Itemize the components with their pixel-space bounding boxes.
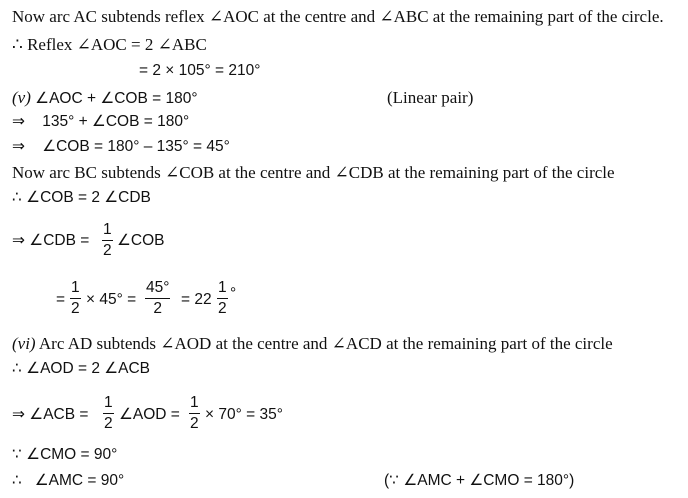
text-line-13-pre: ⇒ ∠ACB = bbox=[12, 406, 89, 423]
text-line-11 bbox=[12, 335, 613, 352]
text-line-1: Now arc AC subtends reflex ∠AOC at the centre and ∠ABC at the remaining part of the circle. bbox=[12, 7, 664, 26]
fraction-denominator: 2 bbox=[190, 414, 199, 432]
text-line-9-post: ∠COB bbox=[117, 232, 165, 249]
equation-linear: ∠AOC + ∠COB = 180° bbox=[30, 90, 198, 107]
text-line-12: ∴ ∠AOD = 2 ∠ACB bbox=[12, 360, 151, 377]
text-line-4 bbox=[12, 89, 198, 107]
degree-sign: ° bbox=[230, 285, 237, 302]
fraction-half bbox=[189, 395, 200, 431]
fraction-numerator: 1 bbox=[218, 279, 227, 296]
text-line-11-body: Arc AD subtends ∠AOD at the centre and ∠ACD at the remaining part of the circle bbox=[35, 334, 613, 353]
fraction-half bbox=[217, 280, 228, 316]
text-line-10-mid: × 45° = bbox=[86, 291, 137, 308]
text-line-14: ∵ ∠CMO = 90° bbox=[12, 446, 118, 463]
part-label-v: (v) bbox=[12, 88, 31, 107]
fraction-numerator: 1 bbox=[104, 394, 113, 411]
text-line-5: ⇒ 135° + ∠COB = 180° bbox=[12, 113, 190, 130]
fraction-half bbox=[103, 395, 114, 431]
fraction-denominator: 2 bbox=[104, 414, 113, 432]
fraction-denominator: 2 bbox=[71, 299, 80, 317]
fraction-denominator: 2 bbox=[218, 299, 227, 317]
fraction-45-over-2 bbox=[145, 280, 170, 316]
fraction-numerator: 1 bbox=[71, 279, 80, 296]
text-line-6: ⇒ ∠COB = 180° – 135° = 45° bbox=[12, 138, 230, 155]
fraction-denominator: 2 bbox=[153, 299, 163, 317]
fraction-numerator: 1 bbox=[190, 394, 199, 411]
text-line-10-eq2: = 22 bbox=[181, 291, 212, 308]
text-line-2: ∴ Reflex ∠AOC = 2 ∠ABC bbox=[12, 35, 207, 54]
text-line-8: ∴ ∠COB = 2 ∠CDB bbox=[12, 189, 151, 206]
fraction-numerator: 1 bbox=[103, 221, 112, 238]
reason-linear-pair: (Linear pair) bbox=[387, 88, 474, 107]
text-line-9-pre: ⇒ ∠CDB = bbox=[12, 232, 90, 249]
part-label-vi: (vi) bbox=[12, 334, 36, 353]
reason-supplementary: (∵ ∠AMC + ∠CMO = 180°) bbox=[384, 472, 575, 489]
fraction-numerator: 45° bbox=[146, 279, 170, 296]
text-line-13-mid: ∠AOD = bbox=[119, 406, 180, 423]
text-line-13-post: × 70° = 35° bbox=[205, 406, 283, 423]
fraction-half bbox=[102, 222, 113, 258]
text-line-10-eq: = bbox=[56, 291, 66, 308]
fraction-denominator: 2 bbox=[103, 241, 112, 259]
text-line-7: Now arc BC subtends ∠COB at the centre and ∠CDB at the remaining part of the circle bbox=[12, 163, 615, 182]
text-line-15: ∴ ∠AMC = 90° bbox=[12, 472, 125, 489]
fraction-half bbox=[70, 280, 81, 316]
text-line-3: = 2 × 105° = 210° bbox=[139, 62, 261, 79]
